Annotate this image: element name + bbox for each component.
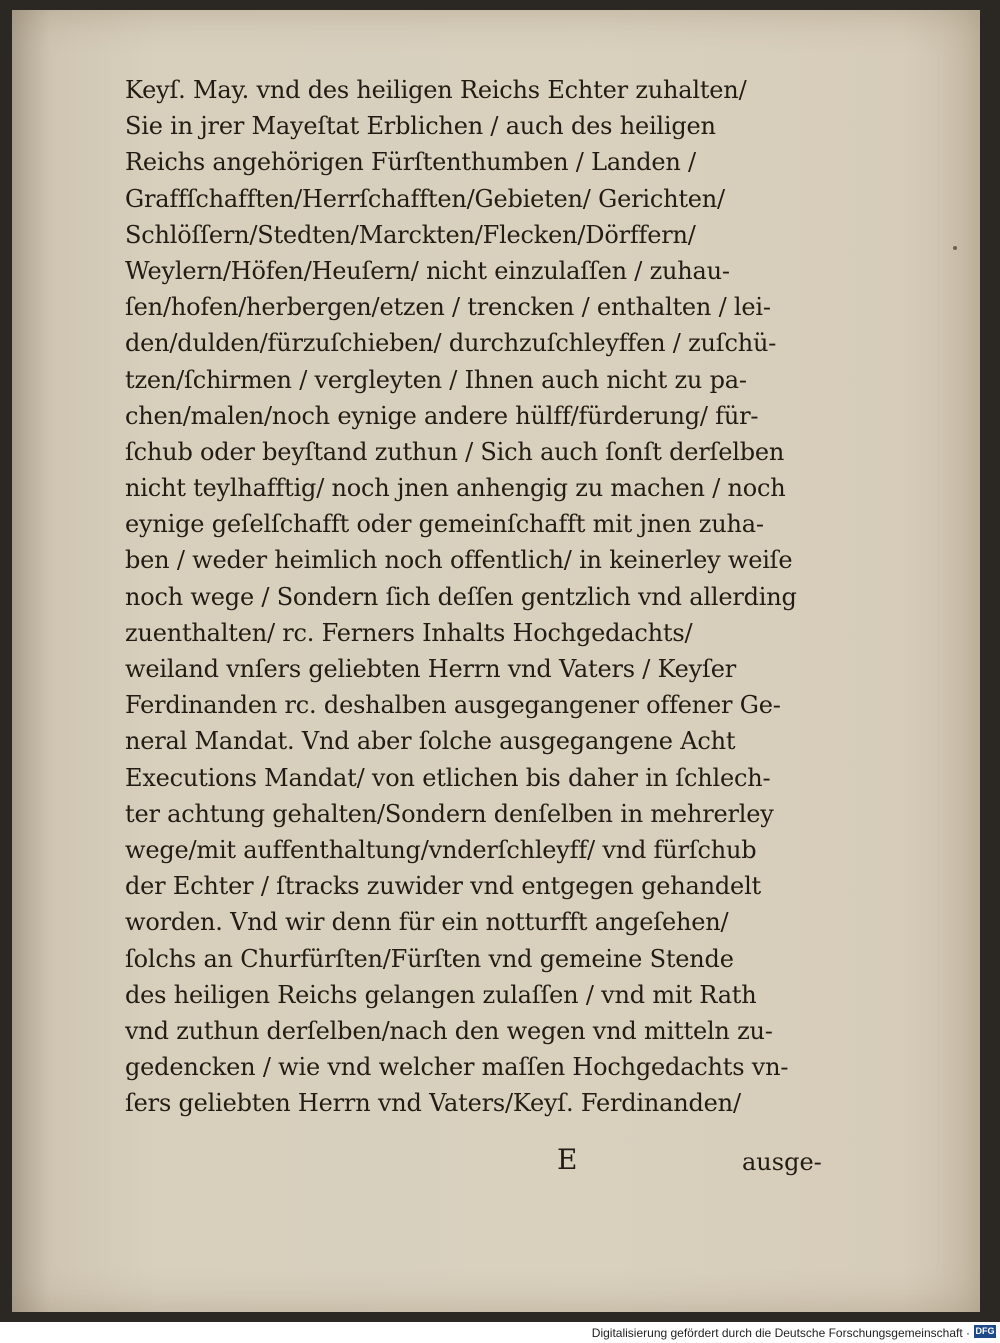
text-line: wege/mit auffenthaltung/vnderſchleyff/ vnd fürſchub <box>125 835 757 864</box>
text-line: Weylern/Höfen/Heuſern/ nicht einzulaſſen / zuhau- <box>125 256 730 285</box>
signature-mark: E <box>557 1143 578 1176</box>
text-line: worden. Vnd wir denn für ein notturfft angeſehen/ <box>125 908 729 937</box>
footer-credit-text: Digitalisierung gefördert durch die Deutsche Forschungsgemeinschaft · <box>591 1326 970 1340</box>
text-line: ter achtung gehalten/Sondern denſelben in mehrerley <box>125 799 774 828</box>
text-line: Graffſchafften/Herrſchafften/Gebieten/ Gerichten/ <box>125 184 725 213</box>
text-line: ſchub oder beyſtand zuthun / Sich auch ſonſt derſelben <box>125 437 785 466</box>
text-line: Keyſ. May. vnd des heiligen Reichs Echter zuhalten/ <box>125 76 747 104</box>
text-line: zuenthalten/ rc. Ferners Inhalts Hochgedachts/ <box>125 618 693 647</box>
text-line: eynige geſelſchafft oder gemeinſchafft mit jnen zuha- <box>125 510 764 539</box>
text-line: ſen/hofen/herbergen/etzen / trencken / enthalten / lei- <box>125 293 771 322</box>
dfg-logo: DFG <box>975 1326 995 1336</box>
text-line: neral Mandat. Vnd aber ſolche ausgegangene Acht <box>125 727 736 756</box>
text-line: des heiligen Reichs gelangen zulaſſen / vnd mit Rath <box>125 980 757 1009</box>
text-line: ben / weder heimlich noch offentlich/ in keinerley weiſe <box>125 546 793 575</box>
text-line: vnd zuthun derſelben/nach den wegen vnd mitteln zu- <box>125 1016 773 1045</box>
text-line: gedencken / wie vnd welcher maſſen Hochgedachts vn- <box>125 1053 789 1082</box>
catchword: ausge- <box>742 1148 822 1176</box>
text-line: Schlöſſern/Stedten/Marckten/Flecken/Dörffern/ <box>125 220 696 249</box>
book-page <box>12 10 980 1312</box>
margin-ink-speck <box>953 246 957 250</box>
text-line: Sie in jrer Mayeſtat Erblichen / auch des heiligen <box>125 112 716 141</box>
text-line: ſolchs an Churfürſten/Fürſten vnd gemeine Stende <box>125 944 734 973</box>
text-line: ſers geliebten Herrn vnd Vaters/Keyſ. Ferdinanden/ <box>125 1089 741 1118</box>
text-line: weiland vnſers geliebten Herrn vnd Vaters / Keyſer <box>125 655 736 683</box>
text-line: den/dulden/fürzuſchieben/ durchzuſchleyffen / zuſchü- <box>125 329 777 358</box>
text-line: Ferdinanden rc. deshalben ausgegangener offener Ge- <box>125 691 781 720</box>
text-line: der Echter / ſtracks zuwider vnd entgegen gehandelt <box>125 872 761 901</box>
text-line: chen/malen/noch eynige andere hülff/fürderung/ für- <box>125 401 759 430</box>
text-line: Executions Mandat/ von etlichen bis daher in ſchlech- <box>125 763 771 792</box>
text-line: Reichs angehörigen Fürſtenthumben / Landen / <box>125 148 696 177</box>
text-line: nicht teylhafftig/ noch jnen anhengig zu machen / noch <box>125 474 786 503</box>
text-line: tzen/ſchirmen / vergleyten / Ihnen auch nicht zu pa- <box>125 365 747 394</box>
text-line: noch wege / Sondern ſich deſſen gentzlich vnd allerding <box>125 582 797 611</box>
body-text <box>125 72 832 1121</box>
